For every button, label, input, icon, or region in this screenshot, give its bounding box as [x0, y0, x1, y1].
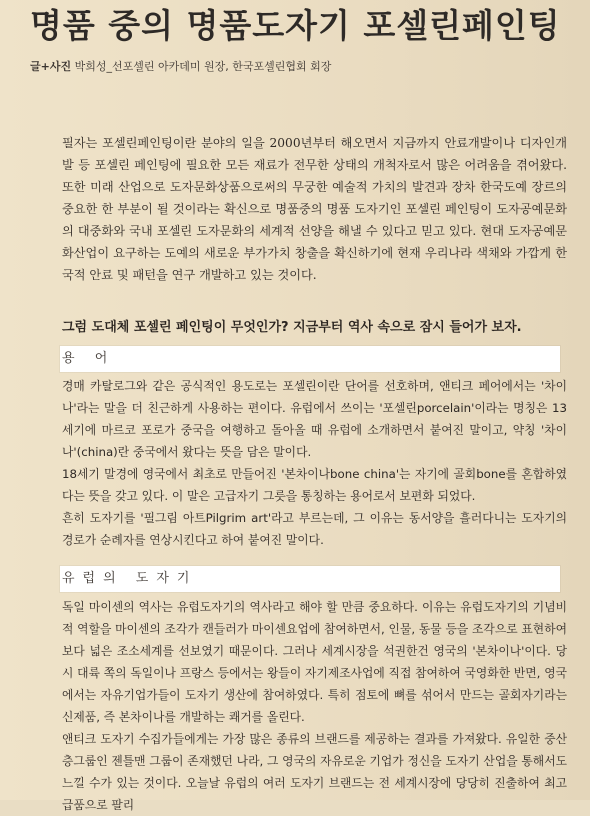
lead-question: 그럼 도대체 포셀린 페인팅이 무엇인가? 지금부터 역사 속으로 잠시 들어가 보자. — [62, 320, 522, 335]
section-paragraph: 18세기 말경에 영국에서 최초로 만들어진 '본차이나bone china'는 자기에 골회bone를 혼합하였다는 뜻을 갖고 있다. 이 말은 고급자기 그릇을 통칭하는 용어로서 보편화 되었다. — [62, 467, 567, 503]
section-europe-body — [62, 596, 567, 816]
byline-author: 박희성_선포셀린 아카데미 원장, 한국포셀린협회 회장 — [74, 60, 332, 73]
article-title: 명품 중의 명품도자기 포셀린페인팅 — [30, 6, 561, 45]
intro-paragraph: 필자는 포셀린페인팅이란 분야의 일을 2000년부터 해오면서 지금까지 안료개발이나 디자인개발 등 포셀린 페인팅에 필요한 모든 재료가 전무한 상태의 개척자로서 많은 어려움을 겪어왔다. 또한 미래 산업으로 도자문화상품으로써의 무궁한 예술적 가치의 발견과 장차 한국도예 장르의 중요한 한 부분이 될 것이라는 확신으로 명품중의 명품 도자기인 포셀린 페인팅이 도자공예문화의 대중화와 국내 포셀린 도자문화의 세계적 선양을 해낼 수 있다고 믿고 있다. 현대 도자공예문화산업이 요구하는 도예의 새로운 부가가치 창출을 확신하기에 현재 우리나라 색채와 가깝게 한국적 안료 및 패턴을 연구 개발하고 있는 것이다. — [62, 136, 567, 282]
section-header-bar — [60, 346, 560, 372]
byline-label: 글+사진 — [30, 60, 72, 73]
section-paragraph: 경매 카탈로그와 같은 공식적인 용도로는 포셀린이란 단어를 선호하며, 앤티크 페어에서는 '차이나'라는 말을 더 친근하게 사용하는 편이다. 유럽에서 쓰이는 '포셀린porcelain'이라는 명칭은 13세기에 마르코 포로가 중국을 여행하고 돌아올 때 유럽에 소개하면서 붙여진 말이고, 약칭 '차이나'(china)란 중국에서 왔다는 뜻을 담은 말이다. — [62, 379, 567, 459]
section-heading-terms: 용 어 — [62, 351, 116, 366]
byline — [30, 58, 331, 74]
section-paragraph: 앤티크 도자기 수집가들에게는 가장 많은 종류의 브랜드를 제공하는 결과를 가져왔다. 유일한 중산층그룹인 젠틀맨 그룹이 존재했던 나라, 그 영국의 자유로운 기업가 정신을 도자기 산업을 통해서도 느낄 수가 있는 것이다. 오늘날 유럽의 여러 도자기 브랜드는 전 세계시장에 당당히 진출하여 최고급품으로 팔리 — [62, 732, 567, 812]
section-terms-body — [62, 375, 567, 551]
section-paragraph: 흔히 도자기를 '필그림 아트Pilgrim art'라고 부르는데, 그 이유는 동서양을 흘러다니는 도자기의 경로가 순례자를 연상시킨다고 하여 붙여진 말이다. — [62, 511, 567, 547]
section-paragraph: 독일 마이센의 역사는 유럽도자기의 역사라고 해야 할 만큼 중요하다. 이유는 유럽도자기의 기념비적 역할을 마이센의 조각가 캔들러가 마이센요업에 참여하면서, 인물, 동물 등을 조각으로 표현하여 보다 넓은 조소세계를 선보였기 때문이다. 그러나 세계시장을 석권한건 영국의 '본차이나'이다. 당시 대륙 쪽의 독일이나 프랑스 등에서는 왕들이 자기제조사업에 직접 참여하여 국영화한 반면, 영국에서는 자유기업가들이 도자기 생산에 참여하였다. 특히 점토에 뼈를 섞어서 만드는 골회자기라는 신제품, 즉 본차이나를 개발하는 쾌거를 올린다. — [62, 600, 567, 724]
section-heading-europe: 유럽의 도자기 — [62, 571, 198, 586]
